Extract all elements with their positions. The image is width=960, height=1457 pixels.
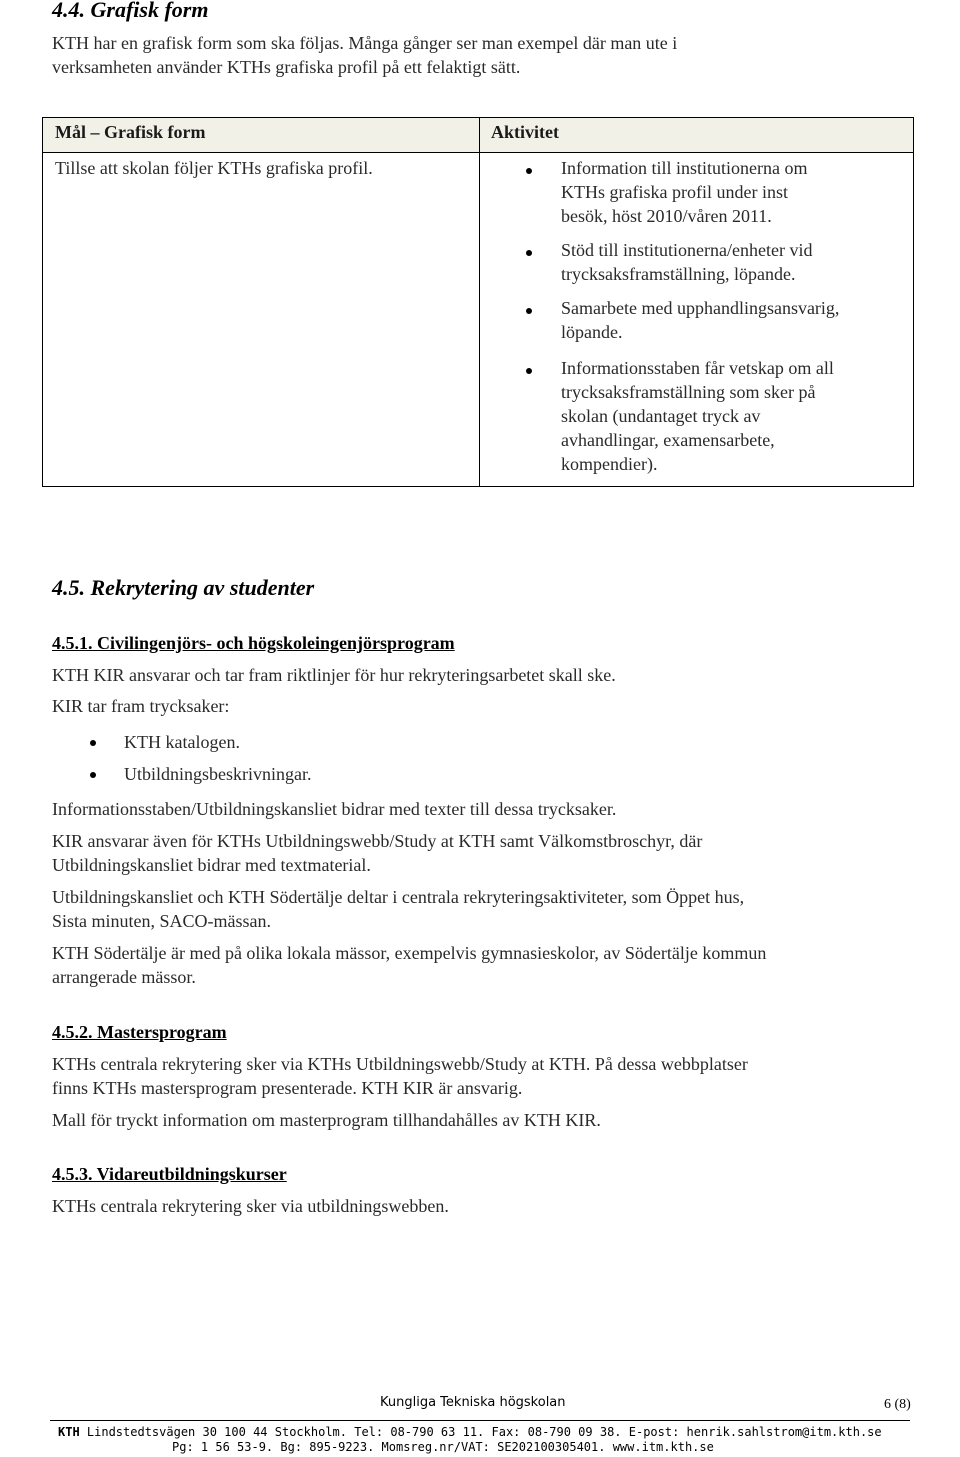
- bullet-icon: [526, 168, 532, 174]
- list-item: KTH katalogen.: [124, 732, 240, 752]
- bullet-icon: [526, 368, 532, 374]
- footer-bank-details: Pg: 1 56 53-9. Bg: 895-9223. Momsreg.nr/VAT: SE202100305401. www.itm.kth.se: [172, 1440, 714, 1454]
- paragraph: KIR tar fram trycksaker:: [52, 696, 230, 716]
- paragraph: Mall för tryckt information om masterprogram tillhandahålles av KTH KIR.: [52, 1110, 601, 1130]
- activity-item: Stöd till institutionerna/enheter vid trycksaksframställning, löpande.: [561, 240, 813, 284]
- section-heading-4-4: 4.4. Grafisk form: [52, 0, 209, 22]
- paragraph: KTH Södertälje är med på olika lokala mässor, exempelvis gymnasieskolor, av Södertälje kommun: [52, 943, 767, 963]
- list-item: Utbildningsbeskrivningar.: [124, 764, 312, 784]
- paragraph: KTH KIR ansvarar och tar fram riktlinjer för hur rekryteringsarbetet skall ske.: [52, 665, 616, 685]
- footer-kth-label: KTH: [58, 1425, 80, 1439]
- paragraph: finns KTHs mastersprogram presenterade. KTH KIR är ansvarig.: [52, 1078, 523, 1098]
- section-heading-4-5-3: 4.5.3. Vidareutbildningskurser: [52, 1164, 287, 1184]
- paragraph: KIR ansvarar även för KTHs Utbildningswebb/Study at KTH samt Välkomstbroschyr, där: [52, 831, 703, 851]
- section-heading-4-5: 4.5. Rekrytering av studenter: [52, 575, 315, 600]
- footer-divider: [50, 1420, 910, 1421]
- bullet-icon: [90, 772, 96, 778]
- table-header-activity: Aktivitet: [491, 122, 559, 142]
- paragraph: Utbildningskansliet bidrar med textmaterial.: [52, 855, 371, 875]
- activity-item: Information till institutionerna om KTHs grafiska profil under inst besök, höst 2010/våren 2011.: [561, 158, 808, 226]
- footer-address-text: Lindstedtsvägen 30 100 44 Stockholm. Tel: 08-790 63 11. Fax: 08-790 09 38. E-post: henrik.sahlstrom@itm.kth.se: [79, 1425, 882, 1439]
- paragraph: arrangerade mässor.: [52, 967, 196, 987]
- bullet-icon: [526, 250, 532, 256]
- activity-item: Informationsstaben får vetskap om all trycksaksframställning som sker på skolan (undantaget tryck av avhandlingar, examensarbete, kompendier).: [561, 358, 834, 474]
- paragraph: Sista minuten, SACO-mässan.: [52, 911, 271, 931]
- section-heading-4-5-1: 4.5.1. Civilingenjörs- och högskoleingenjörsprogram: [52, 633, 455, 653]
- bullet-icon: [526, 308, 532, 314]
- intro-line-1: KTH har en grafisk form som ska följas. Många gånger ser man exempel där man ute i: [52, 33, 678, 53]
- paragraph: Utbildningskansliet och KTH Södertälje deltar i centrala rekryteringsaktiviteter, som Öppet hus,: [52, 887, 745, 907]
- table-column-divider: [479, 118, 480, 486]
- activity-item: Samarbete med upphandlingsansvarig, löpande.: [561, 298, 840, 342]
- bullet-icon: [90, 740, 96, 746]
- footer-address: [58, 1425, 882, 1439]
- page-number: 6 (8): [884, 1397, 911, 1412]
- table-header-goal: Mål – Grafisk form: [55, 122, 206, 142]
- section-heading-4-5-2: 4.5.2. Mastersprogram: [52, 1022, 227, 1042]
- table-goal-cell: Tillse att skolan följer KTHs grafiska profil.: [55, 158, 373, 178]
- paragraph: KTHs centrala rekrytering sker via utbildningswebben.: [52, 1196, 449, 1216]
- paragraph: KTHs centrala rekrytering sker via KTHs Utbildningswebb/Study at KTH. På dessa webbplatser: [52, 1054, 748, 1074]
- intro-line-2: verksamheten använder KTHs grafiska profil på ett felaktigt sätt.: [52, 57, 521, 77]
- paragraph: Informationsstaben/Utbildningskansliet bidrar med texter till dessa trycksaker.: [52, 799, 617, 819]
- goal-activity-table: [42, 117, 914, 487]
- footer-organization: Kungliga Tekniska högskolan: [380, 1395, 566, 1410]
